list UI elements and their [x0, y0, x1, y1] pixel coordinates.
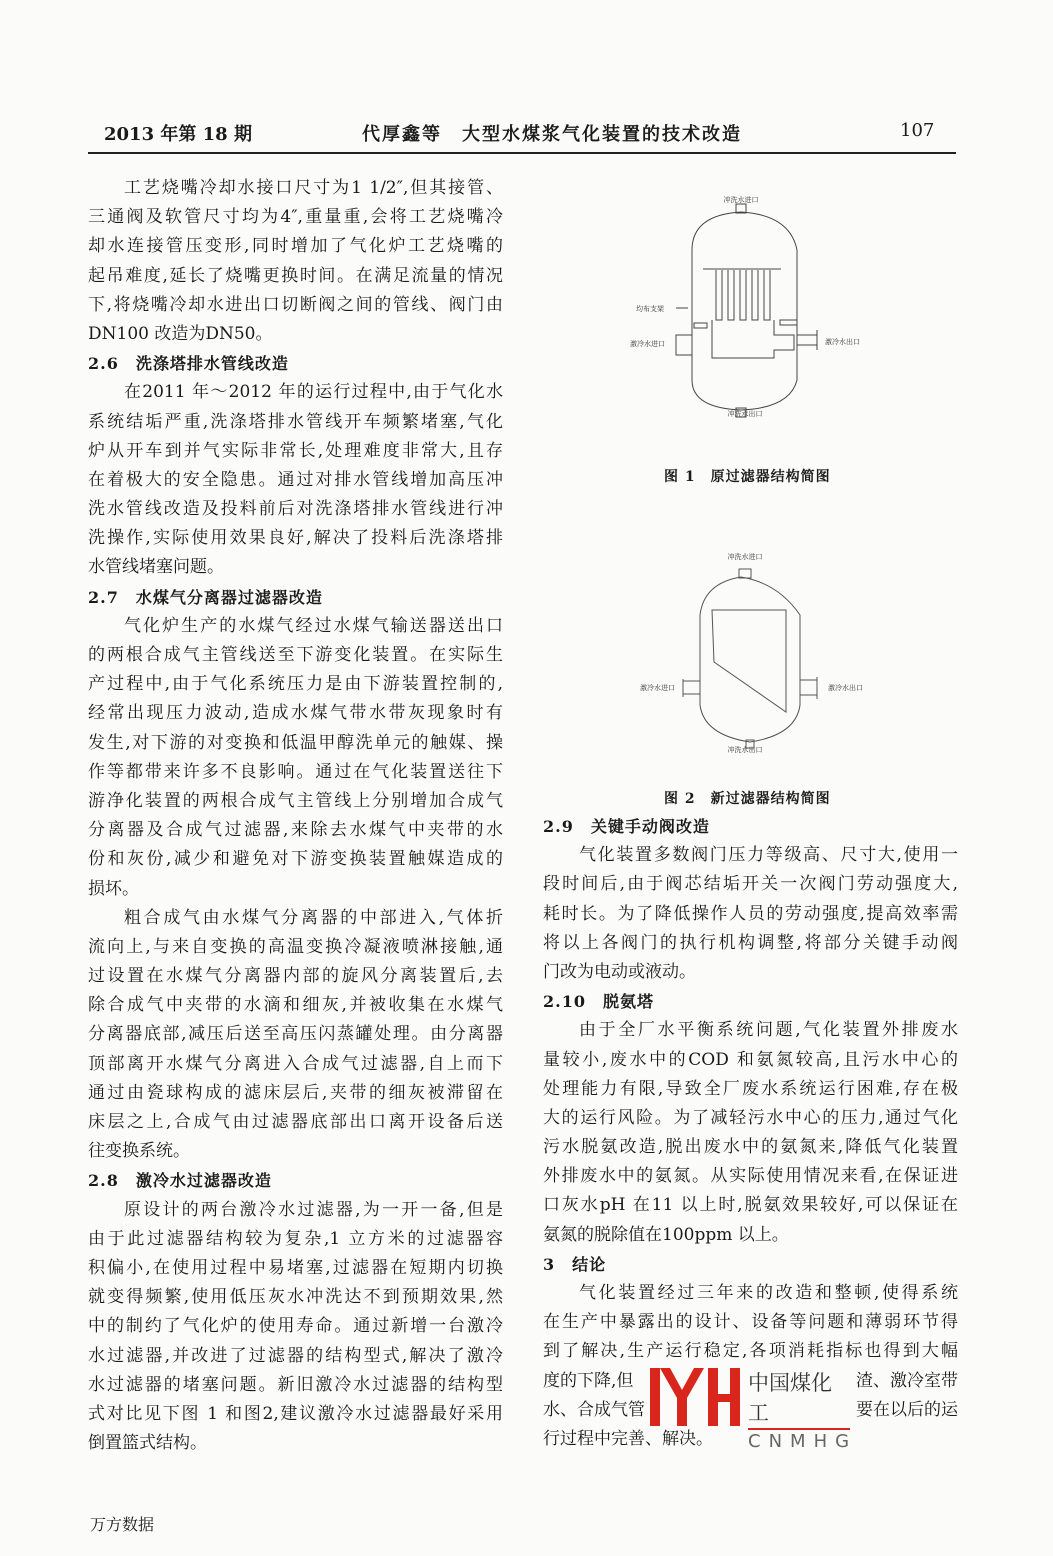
text-line: 水过滤器的堵塞问题。新旧激冷水过滤器的结构型	[88, 1374, 503, 1395]
text-line: 分离器及合成气过滤器,来除去水煤气中夹带的水	[88, 820, 503, 841]
fig2-label-top-inlet: 冲洗水进口	[727, 553, 763, 561]
text-line: 门改为电动或液动。	[543, 961, 696, 982]
text-line: 流向上,与来自变换的高温变换冷凝液喷淋接触,通	[88, 936, 503, 957]
text-line: 在生产中暴露出的设计、设备等问题和薄弱环节得	[543, 1312, 958, 1333]
text-line: 将以上各阀门的执行机构调整,将部分关键手动阀	[543, 932, 958, 953]
text-line: 炉从开车到并气实际非常长,处理难度非常大,且存	[88, 440, 503, 461]
text-line: 通过由瓷球构成的滤床层后,夹带的细灰被滞留在	[88, 1082, 503, 1103]
text-line: 氨氮的脱除值在100ppm 以上。	[543, 1224, 789, 1245]
fig1-label-quench-in: 激冷水进口	[630, 340, 665, 348]
section-heading: 2.10 脱氨塔	[543, 992, 654, 1012]
section-heading: 2.7 水煤气分离器过滤器改造	[88, 587, 323, 607]
text-line: 工艺烧嘴冷却水接口尺寸为1 1/2″,但其接管、	[124, 178, 503, 198]
text-line: 量较小,废水中的COD 和氨氮较高,且污水中心的	[543, 1049, 958, 1070]
text-line: 床层之上,合成气由过滤器底部出口离开设备后送	[88, 1112, 503, 1132]
text-line: 水管线堵塞问题。	[88, 557, 224, 578]
paragraph	[543, 1279, 958, 1367]
text-line: 段时间后,由于阀芯结垢开关一次阀门劳动强度大,	[543, 874, 958, 895]
paragraph	[543, 1016, 958, 1250]
paragraph	[543, 841, 958, 987]
text-line: 中的制约了气化炉的使用寿命。通过新增一台激冷	[88, 1316, 503, 1337]
text-line: 倒置篮式结构。	[88, 1433, 207, 1454]
text-line: 由于全厂水平衡系统问题,气化装置外排废水	[579, 1020, 958, 1041]
page-number: 107	[900, 120, 935, 141]
header-rule	[88, 152, 956, 154]
text-line: 水过滤器,并改进了过滤器的结构型式,解决了激冷	[88, 1345, 503, 1366]
text-line: DN100 改造为DN50。	[88, 323, 273, 344]
text-line: 洗水管线改造及投料前后对洗涤塔排水管线进行冲	[88, 499, 503, 520]
text-line: 气化装置经过三年来的改造和整顿,使得系统	[579, 1283, 958, 1303]
fig1-label-quench-out: 激冷水出口	[825, 338, 860, 346]
fig1-label-top-inlet: 冲洗水进口	[723, 196, 759, 204]
watermark-logo	[650, 1368, 950, 1452]
article-title: 大型水煤浆气化装置的技术改造	[462, 124, 742, 145]
text-line: 粗合成气由水煤气分离器的中部进入,气体折	[124, 907, 503, 928]
right-column	[543, 812, 958, 1454]
text-line: 经常出现压力波动,造成水煤气带水带灰现象时有	[88, 703, 503, 724]
issue-label: 2013 年第 18 期	[104, 124, 252, 145]
text-line: 顶部离开水煤气分离进入合成气过滤器,自上而下	[88, 1053, 503, 1074]
paragraph	[88, 1196, 503, 1459]
text-line: 游净化装置的两根合成气主管线上分别增加合成气	[88, 790, 503, 811]
fig2-label-quench-in: 激冷水进口	[640, 684, 675, 692]
text-line: 原设计的两台激冷水过滤器,为一开一备,但是	[124, 1199, 503, 1220]
text-line: 外排废水中的氨氮。从实际使用情况来看,在保证进	[543, 1166, 958, 1187]
text-line: 就变得频繁,使用低压灰水冲洗达不到预期效果,然	[88, 1287, 503, 1308]
cnmhg-logo-icon	[650, 1368, 745, 1428]
text-fragment: 渣、激冷室带	[856, 1370, 958, 1391]
figure-1-diagram	[620, 190, 880, 430]
running-head	[362, 120, 742, 146]
fig2-label-quench-out: 激冷水出口	[828, 684, 863, 692]
watermark-text	[748, 1368, 858, 1452]
authors: 代厚鑫等	[362, 124, 442, 145]
text-line: 的两根合成气主管线送至下游变化装置。在实际生	[88, 645, 503, 665]
paragraph	[88, 612, 503, 904]
text-line: 在2011 年～2012 年的运行过程中,由于气化水	[124, 382, 503, 403]
text-line: 过设置在水煤气分离器内部的旋风分离装置后,去	[88, 966, 503, 987]
text-line: 往变换系统。	[88, 1141, 190, 1162]
text-line: 起吊难度,延长了烧嘴更换时间。在满足流量的情况	[88, 265, 503, 286]
text-line: 产过程中,由于气化系统压力是由下游装置控制的,	[88, 674, 503, 695]
text-line: 气化炉生产的水煤气经过水煤气输送器送出口	[124, 615, 503, 636]
left-column	[88, 174, 503, 1458]
text-fragment: 水、合成气管	[543, 1399, 645, 1420]
paragraph	[88, 378, 503, 582]
paragraph	[88, 904, 503, 1167]
text-line: 大的运行风险。为了减轻污水中心的压力,通过气化	[543, 1107, 958, 1128]
text-line: 却水连接管压变形,同时增加了气化炉工艺烧嘴的	[88, 236, 503, 257]
text-line: 洗操作,实际使用效果良好,解决了投料后洗涤塔排	[88, 528, 503, 549]
text-line: 份和灰份,减少和避免对下游变换装置触媒造成的	[88, 849, 503, 870]
text-fragment: 要在以后的运	[856, 1399, 958, 1420]
fig1-label-support: 均布支架	[636, 305, 664, 313]
text-line: 式对比见下图 1 和图2,建议激冷水过滤器最好采用	[88, 1403, 503, 1424]
text-line: 处理能力有限,导致全厂废水系统运行困难,存在极	[543, 1078, 958, 1099]
footer-source: 万方数据	[90, 1515, 155, 1534]
paragraph	[88, 174, 503, 349]
text-line: 分离器底部,减压后送至高压闪蒸罐处理。由分离器	[88, 1024, 503, 1045]
fig1-label-bottom-outlet: 冲洗水出口	[727, 410, 763, 418]
text-fragment: 度的下降,但	[543, 1370, 634, 1391]
text-line: 发生,对下游的对变换和低温甲醇洗单元的触媒、操	[88, 732, 503, 753]
text-line: 口灰水pH 在11 以上时,脱氨效果较好,可以保证在	[543, 1195, 958, 1216]
text-line: 由于此过滤器结构较为复杂,1 立方米的过滤器容	[88, 1228, 503, 1249]
text-line: 除合成气中夹带的水滴和细灰,并被收集在水煤气	[88, 995, 503, 1016]
text-line: 系统结垢严重,洗涤塔排水管线开车频繁堵塞,气化	[88, 411, 503, 432]
text-line: 作等都带来许多不良影响。通过在气化装置送往下	[88, 761, 503, 782]
text-line: 到了解决,生产运行稳定,各项消耗指标也得到大幅	[543, 1341, 958, 1362]
section-heading: 2.9 关键手动阀改造	[543, 817, 710, 836]
section-heading: 2.8 激冷水过滤器改造	[88, 1171, 272, 1191]
text-line: 污水脱氨改造,脱出废水中的氨氮来,降低气化装置	[543, 1137, 958, 1158]
figure-2-diagram	[620, 545, 880, 760]
section-heading: 2.6 洗涤塔排水管线改造	[88, 354, 289, 374]
figure-2-caption: 图 2 新过滤器结构简图	[664, 791, 831, 807]
text-line: 积偏小,在使用过程中易堵塞,过滤器在短期内切换	[88, 1257, 503, 1278]
text-line: 三通阀及软管尺寸均为4″,重量重,会将工艺烧嘴冷	[88, 207, 503, 228]
section-heading: 3 结论	[543, 1254, 607, 1274]
text-line: 损坏。	[88, 878, 139, 899]
watermark-en: CNMHG	[748, 1431, 858, 1452]
text-line: 下,将烧嘴冷却水进出口切断阀之间的管线、阀门由	[88, 294, 503, 315]
text-line: 气化装置多数阀门压力等级高、尺寸大,使用一	[579, 845, 958, 866]
watermark-cn: 中国煤化工	[748, 1368, 850, 1430]
text-line: 行过程中完善、解决。	[543, 1428, 713, 1449]
fig2-label-bottom-outlet: 冲洗水出口	[727, 746, 763, 754]
text-line: 在着极大的安全隐患。通过对排水管线增加高压冲	[88, 469, 503, 490]
figure-1-caption: 图 1 原过滤器结构简图	[664, 469, 831, 485]
text-line: 耗时长。为了降低操作人员的劳动强度,提高效率需	[543, 903, 958, 924]
